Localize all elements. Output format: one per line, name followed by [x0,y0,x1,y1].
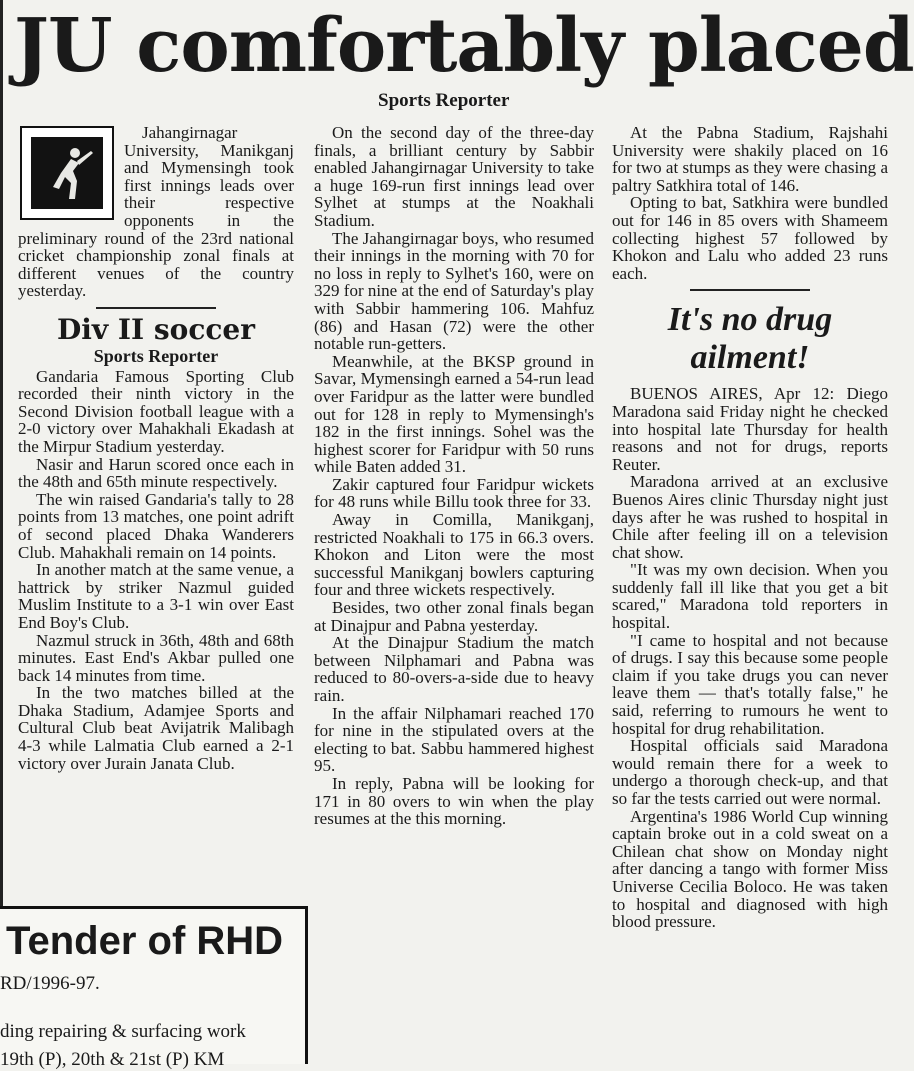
tender-text-line: ding repairing & surfacing work [0,1021,246,1042]
main-paragraph: In reply, Pabna will be looking for 171 in 80 overs to win when the play resumes at the this morning. [314,773,594,829]
main-paragraph: Besides, two other zonal finals began at Dinajpur and Pabna yesterday. [314,598,594,635]
main-paragraph: Zakir captured four Faridpur wickets for 48 runs while Billu took three for 33. [314,474,594,512]
section-divider [690,289,810,291]
main-paragraph: Jahangirnagar University, Manikganj and Mymensingh took first innings leads over their respective opponents in the preliminary round of the 23rd national cricket championship zonal finals at different venues of the country yesterday. [18,123,294,301]
batsman-icon [31,137,103,209]
column-2 [314,124,594,828]
tender-title: Tender of RHD [6,919,284,963]
main-paragraph: On the second day of the three-day finals, a brilliant century by Sabbir enabled Jahangirnagar University to take a huge 169-run first innings lead over Sylhet at stumps at the Noakhali Stadium. [314,123,594,230]
main-paragraph: The Jahangirnagar boys, who resumed their innings in the morning with 70 for no loss in reply to Sylhet's 160, were on 329 for nine at the end of Saturday's play with Sabbir hammering 106. Mahfuz (86) and Hasan (72) were the other notable run-getters. [314,228,595,354]
soccer-paragraph: Nazmul struck in 36th, 48th and 68th minutes. East End's Akbar pulled one back 14 minutes from time. [18,630,294,685]
main-paragraph: Meanwhile, at the BKSP ground in Savar, Mymensingh earned a 54-run lead over Faridpur as the latter were bundled out for 128 in reply to Mymensingh's 182 in the first innings. Sohel was the highest scorer for Faridpur with 50 runs while Baten added 31. [314,351,594,477]
main-paragraph: In the affair Nilphamari reached 170 for nine in the stipulated overs at the electing to bat. Sabbu hammered highest 95. [314,703,594,776]
drug-paragraph: Hospital officials said Maradona would remain there for a week to undergo a thorough check-up, and that so far the tests carried out were normal. [612,736,888,808]
soccer-byline: Sports Reporter [93,346,219,366]
soccer-paragraph: Gandaria Famous Sporting Club recorded their ninth victory in the Second Division football league with a 2-0 victory over Mahakhali Ekadash at the Mirpur Stadium yesterday. [18,366,294,456]
cricketer-photo [20,126,114,220]
column-1 [18,124,294,300]
tender-reference: RD/1996-97. [0,973,100,994]
drug-paragraph: Maradona arrived at an exclusive Buenos Aires clinic Thursday night just days after he was rushed to hospital in Chile after feeling ill on a television chat show. [612,472,888,562]
soccer-paragraph: Nasir and Harun scored once each in the 48th and 65th minute respectively. [18,454,294,492]
tender-advertisement [0,906,308,1070]
main-paragraph: At the Pabna Stadium, Rajshahi University were shakily placed on 16 for two at stumps as they were chasing a paltry Satkhira total of 146. [612,123,888,195]
soccer-column [18,300,294,772]
soccer-paragraph: In the two matches billed at the Dhaka Stadium, Adamjee Sports and Cultural Club beat Avijatrik Malibagh 4-3 while Lalmatia Club earned a 2-1 victory over Jurain Janata Club. [18,683,294,773]
soccer-paragraph: The win raised Gandaria's tally to 28 points from 13 matches, one point adrift of second placed Dhaka Wanderers Club. Mahakhali remain on 14 points. [18,489,294,562]
tender-text-line: 19th (P), 20th & 21st (P) KM [0,1049,225,1070]
main-story-lead [18,124,294,300]
drug-paragraph: BUENOS AIRES, Apr 12: Diego Maradona said Friday night he checked into hospital late Thursday for health reasons and not for drugs, reports Reuter. [612,384,888,474]
main-headline: JU comfortably placed [14,3,914,89]
column-3 [612,124,888,931]
main-paragraph: Away in Comilla, Manikganj, restricted Noakhali to 175 in 66.3 overs. Khokon and Liton were the most successful Manikganj bowlers capturing four and three wickets respectively. [314,510,594,600]
main-paragraph: At the Dinajpur Stadium the match between Nilphamari and Pabna was reduced to 80-overs-a-side due to heavy rain. [314,633,594,705]
section-divider [96,307,216,309]
drug-headline: It's no drug ailment! [667,301,833,377]
soccer-paragraph: In another match at the same venue, a hattrick by striker Nazmul guided Muslim Institute to a 3-1 win over East End Boy's Club. [18,560,294,632]
drug-paragraph: Argentina's 1986 World Cup winning captain broke out in a cold sweat on a Chilean chat show on Monday night after dancing a tango with former Miss Universe Cecilia Boloco. He was taken to hospital and diagnosed with high blood pressure. [612,806,888,932]
drug-paragraph: "I came to hospital and not because of drugs. I say this because some people claim if you take drugs you can never leave them — that's totally false," he said, referring to rumours he went to hospital for drug rehabilitation. [612,630,888,738]
main-paragraph: Opting to bat, Satkhira were bundled out for 146 in 85 overs with Shameem collecting highest 57 followed by Khokon and Lalu who added 23 runs each. [612,193,888,283]
main-byline: Sports Reporter [378,90,510,111]
soccer-headline: Div II soccer [57,313,255,346]
drug-paragraph: "It was my own decision. When you suddenly fall ill like that you get a bit scared," Maradona told reporters in hospital. [612,560,888,633]
